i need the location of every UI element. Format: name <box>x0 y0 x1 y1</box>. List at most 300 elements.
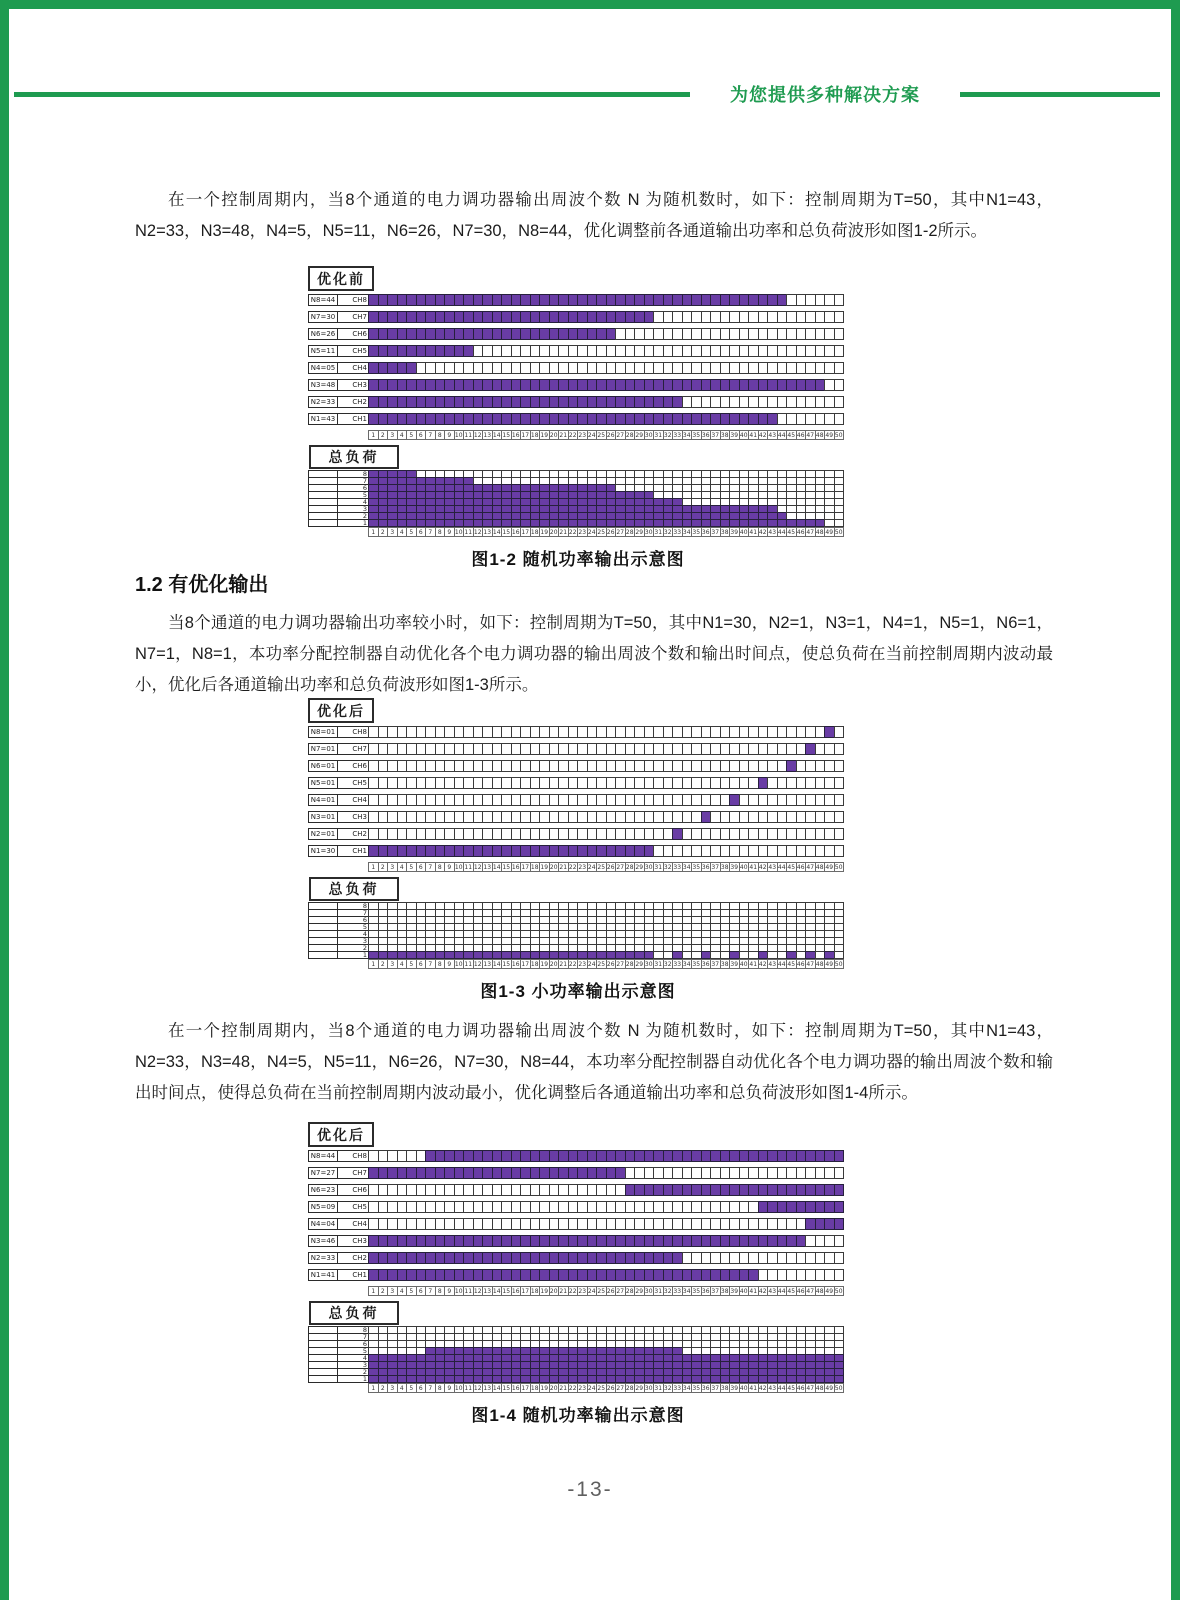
axis-cell: 47 <box>806 1287 815 1295</box>
channel-row <box>308 379 848 391</box>
axis-cell: 8 <box>435 1286 446 1296</box>
axis-cell: 34 <box>682 1287 691 1295</box>
axis-cell: 17 <box>521 1384 530 1392</box>
channel-n-label: N6=23 <box>308 1184 338 1196</box>
axis-cell: 48 <box>815 528 824 536</box>
axis-cell: 24 <box>587 1287 596 1295</box>
axis-cell: 22 <box>568 431 577 439</box>
grid-cell <box>834 362 845 374</box>
channel-ch-label: CH5 <box>337 777 369 789</box>
axis-cell: 3 <box>387 1383 398 1393</box>
axis-cell: 22 <box>568 528 577 536</box>
axis-cell: 28 <box>625 960 634 968</box>
axis-cell: 8 <box>435 430 446 440</box>
axis-cell: 43 <box>768 1287 777 1295</box>
axis-cell: 12 <box>473 1287 482 1295</box>
grid-cell <box>834 396 845 408</box>
channel-ch-label: CH2 <box>337 828 369 840</box>
page-border-left <box>0 0 9 1600</box>
axis-cell: 7 <box>425 1286 436 1296</box>
axis-cell: 31 <box>654 960 663 968</box>
axis-cell: 1 <box>368 959 379 969</box>
x-axis-row <box>368 527 848 537</box>
x-axis-row <box>368 430 848 440</box>
axis-cell: 35 <box>692 1384 701 1392</box>
channel-n-label: N5=11 <box>308 345 338 357</box>
axis-cell: 40 <box>739 1287 748 1295</box>
channel-row <box>308 328 848 340</box>
axis-cell: 7 <box>425 862 436 872</box>
axis-cell: 21 <box>559 863 568 871</box>
axis-cell: 14 <box>492 431 501 439</box>
grid-cell <box>834 1150 845 1162</box>
axis-cell: 11 <box>464 1287 473 1295</box>
axis-cell: 44 <box>777 528 786 536</box>
chart-title-box: 优化后 <box>308 698 374 723</box>
axis-cell: 31 <box>654 431 663 439</box>
axis-cell: 29 <box>635 1384 644 1392</box>
axis-cell: 41 <box>749 431 758 439</box>
axis-cell: 5 <box>406 1383 417 1393</box>
header-rule-right <box>960 92 1160 97</box>
load-level-label: 3 <box>337 505 369 513</box>
axis-cell: 36 <box>701 431 710 439</box>
x-axis-row <box>368 1286 848 1296</box>
axis-cell: 27 <box>616 1287 625 1295</box>
axis-cell: 39 <box>730 1287 739 1295</box>
axis-cell: 36 <box>701 960 710 968</box>
axis-cell: 6 <box>416 1286 427 1296</box>
axis-cell: 16 <box>511 1384 520 1392</box>
load-level-label: 3 <box>337 1361 369 1369</box>
channel-row <box>308 828 848 840</box>
axis-cell: 15 <box>502 528 511 536</box>
axis-cell: 13 <box>483 431 492 439</box>
axis-cell: 37 <box>711 863 720 871</box>
axis-cell: 11 <box>464 528 473 536</box>
figure-1-2-chart <box>308 266 848 537</box>
axis-cell: 29 <box>635 960 644 968</box>
grid-cell <box>834 1269 845 1281</box>
axis-cell: 12 <box>473 1384 482 1392</box>
axis-cell: 8 <box>435 959 446 969</box>
axis-cell: 24 <box>587 528 596 536</box>
axis-cell: 22 <box>568 1384 577 1392</box>
axis-cell: 27 <box>616 528 625 536</box>
axis-cell: 26 <box>606 431 615 439</box>
load-spacer-cell <box>308 951 338 959</box>
channel-row <box>308 760 848 772</box>
axis-cell: 2 <box>378 1286 389 1296</box>
axis-cell: 27 <box>616 431 625 439</box>
channel-n-label: N7=01 <box>308 743 338 755</box>
channel-row <box>308 811 848 823</box>
axis-cell: 7 <box>425 527 436 537</box>
axis-cell: 27 <box>616 863 625 871</box>
axis-cell: 5 <box>406 1286 417 1296</box>
axis-cell: 3 <box>387 959 398 969</box>
axis-cell: 40 <box>739 431 748 439</box>
axis-cell: 6 <box>416 862 427 872</box>
axis-cell: 41 <box>749 863 758 871</box>
axis-cell: 17 <box>521 1287 530 1295</box>
axis-cell: 37 <box>711 1287 720 1295</box>
channel-n-label: N4=05 <box>308 362 338 374</box>
grid-cell <box>834 1235 845 1247</box>
paragraph-optimized-random-output: 在一个控制周期内，当8个通道的电力调功器输出周波个数 N 为随机数时，如下：控制周期为T=50，其中N1=43，N2=33，N3=48，N4=5，N5=11，N6=26，N7=30，N8=44，本功率分配控制器自动优化各个电力调功器的输出周波个数和输出时间点，使得总负荷在当前控制周期内波动最小，优化调整后各通道输出功率和总负荷波形如图1-4所示。 <box>135 1022 1053 1102</box>
axis-cell: 18 <box>530 431 539 439</box>
chart-title-box: 优化后 <box>308 1122 374 1147</box>
axis-cell: 10 <box>454 863 463 871</box>
axis-cell: 44 <box>777 1287 786 1295</box>
axis-cell: 21 <box>559 528 568 536</box>
axis-cell: 22 <box>568 863 577 871</box>
axis-cell: 9 <box>444 1383 455 1393</box>
channel-n-label: N8=01 <box>308 726 338 738</box>
axis-cell: 42 <box>758 1287 767 1295</box>
channel-ch-label: CH5 <box>337 345 369 357</box>
axis-cell: 49 <box>825 431 834 439</box>
axis-cell: 13 <box>483 1384 492 1392</box>
axis-cell: 44 <box>777 960 786 968</box>
axis-cell: 40 <box>739 863 748 871</box>
axis-cell: 30 <box>644 1384 653 1392</box>
load-level-label: 5 <box>337 1347 369 1355</box>
axis-cell: 35 <box>692 960 701 968</box>
axis-cell: 4 <box>397 1383 408 1393</box>
channel-row <box>308 311 848 323</box>
axis-cell: 50 <box>834 431 843 439</box>
axis-cell: 37 <box>711 1384 720 1392</box>
channel-row <box>308 726 848 738</box>
axis-cell: 20 <box>549 528 558 536</box>
axis-cell: 15 <box>502 1287 511 1295</box>
axis-cell: 7 <box>425 959 436 969</box>
axis-cell: 16 <box>511 528 520 536</box>
axis-cell: 25 <box>597 863 606 871</box>
channel-ch-label: CH2 <box>337 396 369 408</box>
grid-cell <box>834 794 845 806</box>
axis-cell: 48 <box>815 431 824 439</box>
channel-n-label: N2=33 <box>308 1252 338 1264</box>
axis-cell: 39 <box>730 528 739 536</box>
axis-cell: 46 <box>796 431 805 439</box>
channel-ch-label: CH7 <box>337 311 369 323</box>
axis-cell: 16 <box>511 960 520 968</box>
channel-ch-label: CH1 <box>337 413 369 425</box>
load-level-label: 6 <box>337 1340 369 1348</box>
axis-cell: 10 <box>454 431 463 439</box>
axis-cell: 24 <box>587 431 596 439</box>
axis-cell: 38 <box>720 1287 729 1295</box>
axis-cell: 19 <box>540 1287 549 1295</box>
axis-cell: 26 <box>606 528 615 536</box>
channel-row <box>308 1269 848 1281</box>
axis-cell: 4 <box>397 527 408 537</box>
grid-cell <box>834 519 845 527</box>
axis-cell: 5 <box>406 430 417 440</box>
axis-cell: 6 <box>416 959 427 969</box>
axis-cell: 39 <box>730 863 739 871</box>
channel-row <box>308 1184 848 1196</box>
load-level-label: 1 <box>337 1375 369 1383</box>
axis-cell: 37 <box>711 960 720 968</box>
channel-n-label: N6=26 <box>308 328 338 340</box>
axis-cell: 14 <box>492 1384 501 1392</box>
axis-cell: 42 <box>758 528 767 536</box>
axis-cell: 45 <box>787 1287 796 1295</box>
axis-cell: 34 <box>682 960 691 968</box>
channel-row <box>308 743 848 755</box>
axis-cell: 33 <box>673 431 682 439</box>
axis-cell: 22 <box>568 1287 577 1295</box>
channel-row <box>308 845 848 857</box>
page-header <box>14 82 1166 106</box>
axis-cell: 10 <box>454 960 463 968</box>
axis-cell: 35 <box>692 431 701 439</box>
axis-cell: 19 <box>540 960 549 968</box>
load-level-label: 2 <box>337 512 369 520</box>
axis-cell: 45 <box>787 863 796 871</box>
axis-cell: 2 <box>378 527 389 537</box>
channel-n-label: N2=33 <box>308 396 338 408</box>
axis-cell: 16 <box>511 431 520 439</box>
axis-cell: 24 <box>587 1384 596 1392</box>
axis-cell: 35 <box>692 863 701 871</box>
axis-cell: 16 <box>511 1287 520 1295</box>
channel-n-label: N5=01 <box>308 777 338 789</box>
axis-cell: 45 <box>787 1384 796 1392</box>
axis-cell: 13 <box>483 1287 492 1295</box>
axis-cell: 47 <box>806 960 815 968</box>
axis-cell: 43 <box>768 431 777 439</box>
axis-cell: 29 <box>635 863 644 871</box>
load-level-label: 1 <box>337 519 369 527</box>
axis-cell: 2 <box>378 1383 389 1393</box>
axis-cell: 18 <box>530 1384 539 1392</box>
total-load-label-box: 总负荷 <box>309 877 399 901</box>
figure-1-2-caption: 图1-2 随机功率输出示意图 <box>471 550 685 569</box>
axis-cell: 28 <box>625 528 634 536</box>
axis-cell: 48 <box>815 1384 824 1392</box>
axis-cell: 45 <box>787 528 796 536</box>
channel-n-label: N5=09 <box>308 1201 338 1213</box>
axis-cell: 12 <box>473 431 482 439</box>
axis-cell: 44 <box>777 431 786 439</box>
axis-cell: 38 <box>720 863 729 871</box>
axis-cell: 20 <box>549 1287 558 1295</box>
axis-cell: 47 <box>806 863 815 871</box>
axis-cell: 41 <box>749 960 758 968</box>
load-level-label: 2 <box>337 1368 369 1376</box>
axis-cell: 23 <box>578 1287 587 1295</box>
axis-cell: 11 <box>464 431 473 439</box>
axis-cell: 16 <box>511 863 520 871</box>
axis-cell: 30 <box>644 960 653 968</box>
axis-cell: 44 <box>777 863 786 871</box>
axis-cell: 41 <box>749 1287 758 1295</box>
grid-cell <box>834 1184 845 1196</box>
axis-cell: 42 <box>758 431 767 439</box>
axis-cell: 39 <box>730 960 739 968</box>
channel-ch-label: CH8 <box>337 1150 369 1162</box>
axis-cell: 35 <box>692 1287 701 1295</box>
axis-cell: 47 <box>806 528 815 536</box>
axis-cell: 22 <box>568 960 577 968</box>
axis-cell: 17 <box>521 431 530 439</box>
total-load-label-box: 总负荷 <box>309 1301 399 1325</box>
channel-row <box>308 1150 848 1162</box>
axis-cell: 39 <box>730 1384 739 1392</box>
x-axis-row <box>368 1383 848 1393</box>
axis-cell: 6 <box>416 527 427 537</box>
axis-cell: 46 <box>796 960 805 968</box>
channel-n-label: N8=44 <box>308 294 338 306</box>
axis-cell: 12 <box>473 960 482 968</box>
channel-row <box>308 362 848 374</box>
channel-ch-label: CH8 <box>337 294 369 306</box>
axis-cell: 37 <box>711 431 720 439</box>
axis-cell: 11 <box>464 1384 473 1392</box>
axis-cell: 4 <box>397 1286 408 1296</box>
axis-cell: 15 <box>502 960 511 968</box>
axis-cell: 19 <box>540 528 549 536</box>
channel-row <box>308 413 848 425</box>
axis-cell: 4 <box>397 430 408 440</box>
grid-cell <box>834 1252 845 1264</box>
channel-row <box>308 1252 848 1264</box>
channel-ch-label: CH7 <box>337 743 369 755</box>
load-level-label: 2 <box>337 944 369 952</box>
channel-n-label: N3=48 <box>308 379 338 391</box>
channel-ch-label: CH6 <box>337 328 369 340</box>
axis-cell: 30 <box>644 863 653 871</box>
axis-cell: 46 <box>796 1287 805 1295</box>
axis-cell: 31 <box>654 1384 663 1392</box>
load-level-label: 7 <box>337 1333 369 1341</box>
axis-cell: 25 <box>597 960 606 968</box>
axis-cell: 13 <box>483 528 492 536</box>
axis-cell: 40 <box>739 528 748 536</box>
axis-cell: 36 <box>701 1384 710 1392</box>
axis-cell: 47 <box>806 431 815 439</box>
grid-cell <box>834 345 845 357</box>
axis-cell: 10 <box>454 1287 463 1295</box>
channel-ch-label: CH5 <box>337 1201 369 1213</box>
axis-cell: 12 <box>473 863 482 871</box>
axis-cell: 1 <box>368 862 379 872</box>
axis-cell: 32 <box>663 863 672 871</box>
axis-cell: 3 <box>387 430 398 440</box>
axis-cell: 49 <box>825 528 834 536</box>
axis-cell: 2 <box>378 430 389 440</box>
channel-n-label: N7=30 <box>308 311 338 323</box>
figure-1-4-caption: 图1-4 随机功率输出示意图 <box>471 1406 685 1425</box>
page-border-top <box>0 0 1180 9</box>
load-level-label: 8 <box>337 470 369 478</box>
chart-title-box: 优化前 <box>308 266 374 291</box>
load-level-label: 3 <box>337 937 369 945</box>
axis-cell: 5 <box>406 527 417 537</box>
axis-cell: 50 <box>834 528 843 536</box>
channel-row <box>308 1235 848 1247</box>
axis-cell: 17 <box>521 528 530 536</box>
axis-cell: 20 <box>549 863 558 871</box>
axis-cell: 17 <box>521 960 530 968</box>
channel-row <box>308 1218 848 1230</box>
axis-cell: 42 <box>758 1384 767 1392</box>
channel-row <box>308 1167 848 1179</box>
axis-cell: 45 <box>787 431 796 439</box>
axis-cell: 30 <box>644 1287 653 1295</box>
axis-cell: 43 <box>768 960 777 968</box>
axis-cell: 41 <box>749 1384 758 1392</box>
axis-cell: 9 <box>444 527 455 537</box>
axis-cell: 28 <box>625 431 634 439</box>
axis-cell: 7 <box>425 430 436 440</box>
grid-cell <box>834 413 845 425</box>
axis-cell: 15 <box>502 863 511 871</box>
grid-cell <box>834 811 845 823</box>
axis-cell: 1 <box>368 430 379 440</box>
axis-cell: 42 <box>758 960 767 968</box>
x-axis-row <box>368 959 848 969</box>
axis-cell: 2 <box>378 862 389 872</box>
axis-cell: 14 <box>492 960 501 968</box>
axis-cell: 45 <box>787 960 796 968</box>
channel-n-label: N8=44 <box>308 1150 338 1162</box>
axis-cell: 27 <box>616 960 625 968</box>
axis-cell: 24 <box>587 960 596 968</box>
axis-cell: 3 <box>387 1286 398 1296</box>
axis-cell: 25 <box>597 431 606 439</box>
axis-cell: 25 <box>597 1384 606 1392</box>
axis-cell: 36 <box>701 1287 710 1295</box>
axis-cell: 49 <box>825 1384 834 1392</box>
axis-cell: 48 <box>815 1287 824 1295</box>
axis-cell: 34 <box>682 431 691 439</box>
channel-n-label: N7=27 <box>308 1167 338 1179</box>
axis-cell: 39 <box>730 431 739 439</box>
grid-cell <box>834 1375 845 1383</box>
figure-1-3-chart <box>308 698 848 969</box>
axis-cell: 49 <box>825 960 834 968</box>
axis-cell: 18 <box>530 960 539 968</box>
figure-1-3-caption: 图1-3 小功率输出示意图 <box>480 982 676 1001</box>
channel-ch-label: CH4 <box>337 794 369 806</box>
grid-cell <box>834 328 845 340</box>
channel-ch-label: CH6 <box>337 1184 369 1196</box>
page-border-right <box>1171 0 1180 1600</box>
axis-cell: 15 <box>502 1384 511 1392</box>
channel-n-label: N1=30 <box>308 845 338 857</box>
channel-n-label: N4=04 <box>308 1218 338 1230</box>
grid-cell <box>834 777 845 789</box>
axis-cell: 4 <box>397 959 408 969</box>
header-rule-left <box>14 92 690 97</box>
axis-cell: 9 <box>444 430 455 440</box>
axis-cell: 42 <box>758 863 767 871</box>
axis-cell: 38 <box>720 960 729 968</box>
axis-cell: 38 <box>720 1384 729 1392</box>
axis-cell: 33 <box>673 960 682 968</box>
axis-cell: 6 <box>416 430 427 440</box>
axis-cell: 18 <box>530 1287 539 1295</box>
axis-cell: 36 <box>701 528 710 536</box>
axis-cell: 19 <box>540 431 549 439</box>
axis-cell: 26 <box>606 960 615 968</box>
channel-n-label: N3=01 <box>308 811 338 823</box>
